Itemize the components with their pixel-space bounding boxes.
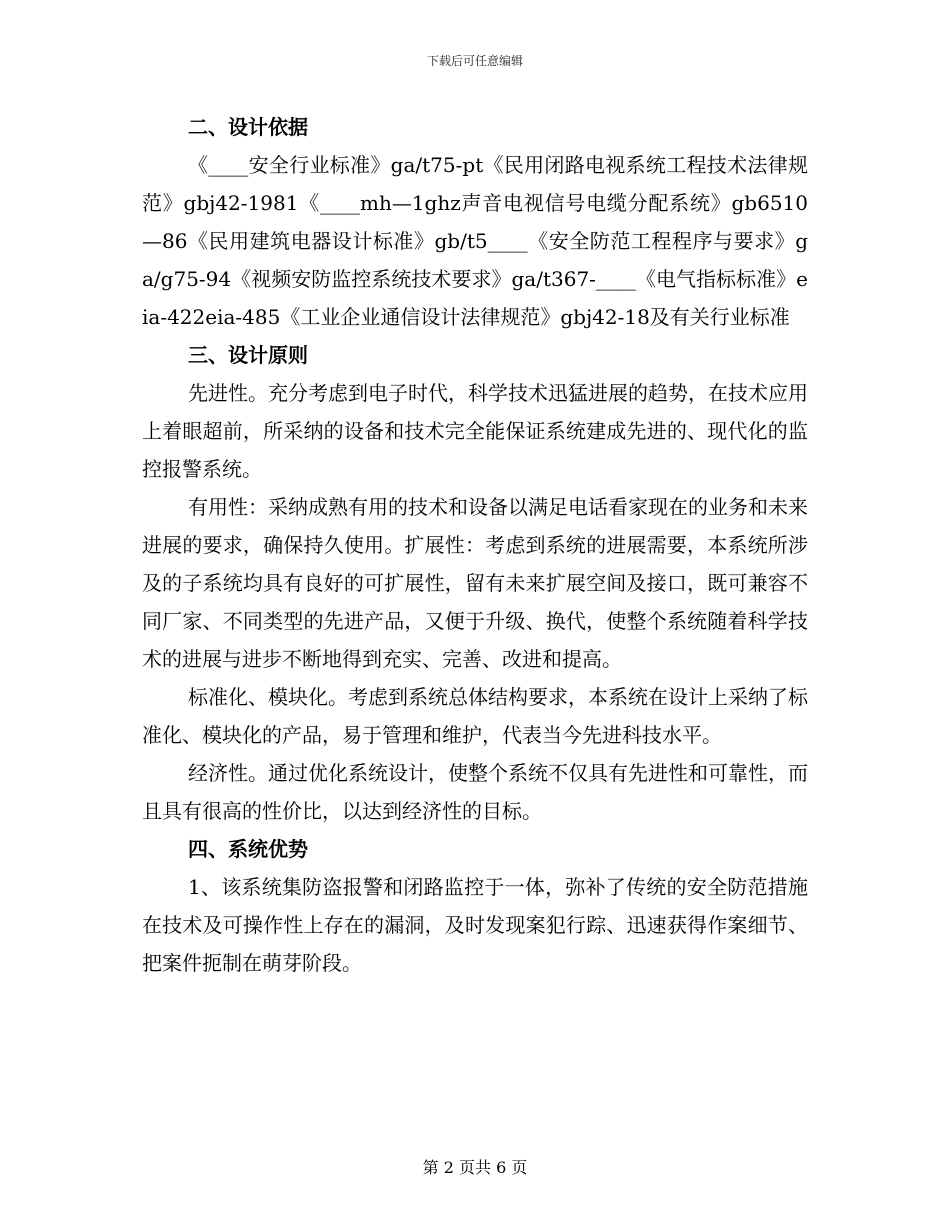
principle-economy-paragraph: 经济性。通过优化系统设计，使整个系统不仅具有先进性和可靠性，而且具有很高的性价比，以达到经济性的目标。 (142, 761, 808, 823)
section-heading-design-principles: 三、设计原则 (188, 343, 308, 367)
section-heading-design-basis: 二、设计依据 (188, 115, 308, 139)
principle-advanced-paragraph: 先进性。充分考虑到电子时代，科学技术迅猛进展的趋势，在技术应用上着眼超前，所采纳的设备和技术完全能保证系统建成先进的、现代化的监控报警系统。 (142, 381, 808, 481)
advantage-paragraph-1: 1、该系统集防盗报警和闭路监控于一体，弥补了传统的安全防范措施在技术及可操作性上存在的漏洞，及时发现案犯行踪、迅速获得作案细节、把案件扼制在萌芽阶段。 (142, 875, 808, 975)
section-heading-system-advantages: 四、系统优势 (188, 837, 308, 861)
page-number: 第 2 页共 6 页 (422, 1158, 528, 1177)
header-note: 下载后可任意编辑 (426, 54, 523, 68)
principle-practical-paragraph: 有用性：采纳成熟有用的技术和设备以满足电话看家现在的业务和未来进展的要求，确保持久使用。扩展性：考虑到系统的进展需要，本系统所涉及的子系统均具有良好的可扩展性，留有未来扩展空间及接口，既可兼容不同厂家、不同类型的先进产品，又便于升级、换代，使整个系统随着科学技术的进展与进步不断地得到充实、完善、改进和提高。 (142, 495, 808, 671)
principle-standardization-paragraph: 标准化、模块化。考虑到系统总体结构要求，本系统在设计上采纳了标准化、模块化的产品，易于管理和维护，代表当今先进科技水平。 (142, 685, 808, 747)
design-basis-paragraph: 《____安全行业标准》ga/t75-pt《民用闭路电视系统工程技术法律规范》gbj42-1981《____mh—1ghz声音电视信号电缆分配系统》gb6510—86《民用建筑电器设计标准》gb/t5____《安全防范工程程序与要求》ga/g75-94《视频安防监控系统技术要求》ga/t367-____《电气指标标准》eia-422eia-485《工业企业通信设计法律规范》gbj42-18及有关行业标准 (142, 153, 808, 329)
document-body (142, 108, 808, 982)
